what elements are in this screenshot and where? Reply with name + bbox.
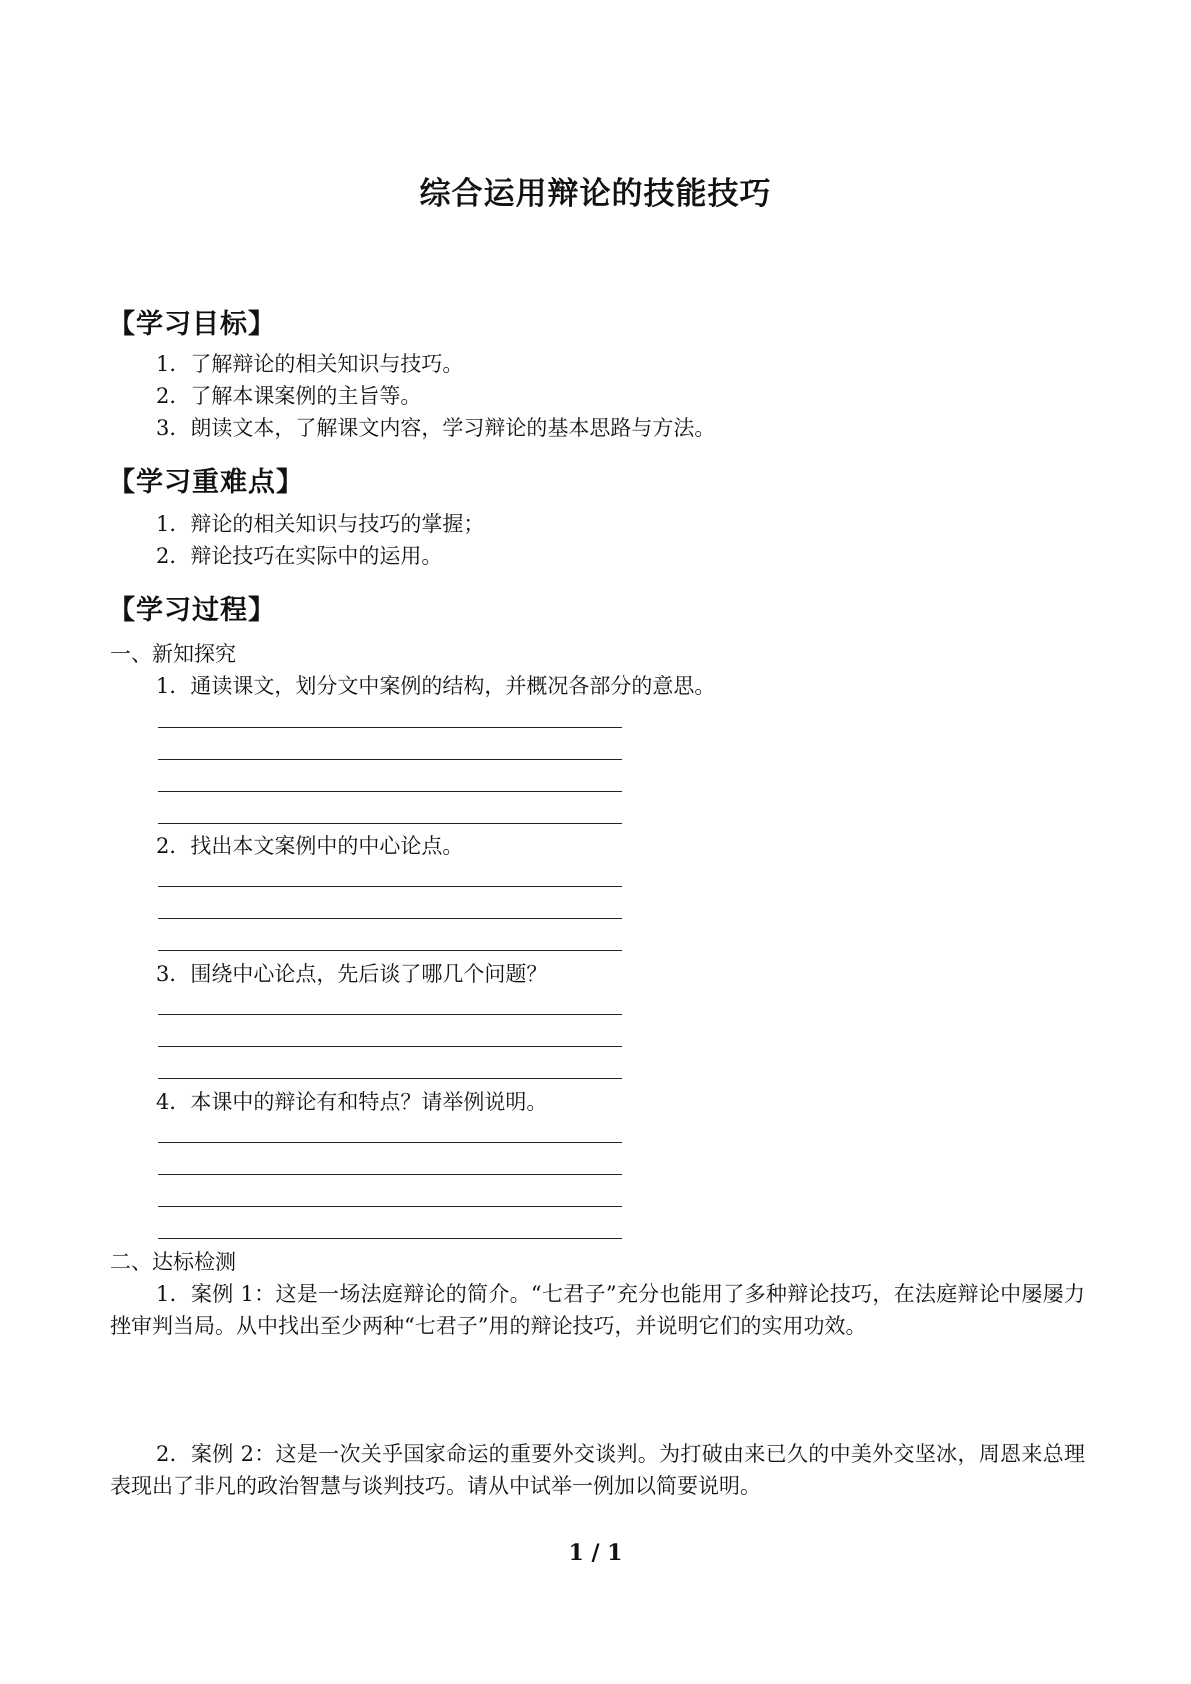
answer-line[interactable] <box>158 759 622 760</box>
part1-title: 一、新知探究 <box>110 642 236 666</box>
case2-paragraph: 2．案例 2：这是一次关乎国家命运的重要外交谈判。为打破由来已久的中美外交坚冰，周恩来总理表现出了非凡的政治智慧与谈判技巧。请从中试举一例加以简要说明。 <box>110 1442 1085 1498</box>
objective-item: 1．了解辩论的相关知识与技巧。 <box>156 352 464 376</box>
answer-line[interactable] <box>158 1142 622 1143</box>
answer-line[interactable] <box>158 1046 622 1047</box>
question-item: 3．围绕中心论点，先后谈了哪几个问题？ <box>156 962 548 986</box>
section-heading-objectives: 【学习目标】 <box>108 309 276 340</box>
page-number: 1 / 1 <box>568 1540 623 1566</box>
answer-line[interactable] <box>158 918 622 919</box>
answer-line[interactable] <box>158 950 622 951</box>
objective-item: 2．了解本课案例的主旨等。 <box>156 384 422 408</box>
answer-line[interactable] <box>158 823 622 824</box>
case1-paragraph: 1．案例 1：这是一场法庭辩论的简介。“七君子”充分也能用了多种辩论技巧，在法庭辩论中屡屡力挫审判当局。从中找出至少两种“七君子”用的辩论技巧，并说明它们的实用功效。 <box>110 1282 1085 1338</box>
answer-line[interactable] <box>158 727 622 728</box>
keypoint-item: 2．辩论技巧在实际中的运用。 <box>156 544 443 568</box>
answer-line[interactable] <box>158 1014 622 1015</box>
question-item: 1．通读课文，划分文中案例的结构，并概况各部分的意思。 <box>156 674 716 698</box>
answer-line[interactable] <box>158 1174 622 1175</box>
document-title: 综合运用辩论的技能技巧 <box>419 176 772 212</box>
section-heading-process: 【学习过程】 <box>108 595 276 626</box>
objective-item: 3．朗读文本，了解课文内容，学习辩论的基本思路与方法。 <box>156 416 716 440</box>
answer-line[interactable] <box>158 1078 622 1079</box>
part2-title: 二、达标检测 <box>110 1250 236 1274</box>
question-item: 4．本课中的辩论有和特点？请举例说明。 <box>156 1090 548 1114</box>
answer-line[interactable] <box>158 886 622 887</box>
answer-line[interactable] <box>158 791 622 792</box>
keypoint-item: 1．辩论的相关知识与技巧的掌握； <box>156 512 485 536</box>
answer-line[interactable] <box>158 1206 622 1207</box>
question-item: 2．找出本文案例中的中心论点。 <box>156 834 464 858</box>
section-heading-keypoints: 【学习重难点】 <box>108 467 304 498</box>
answer-line[interactable] <box>158 1238 622 1239</box>
